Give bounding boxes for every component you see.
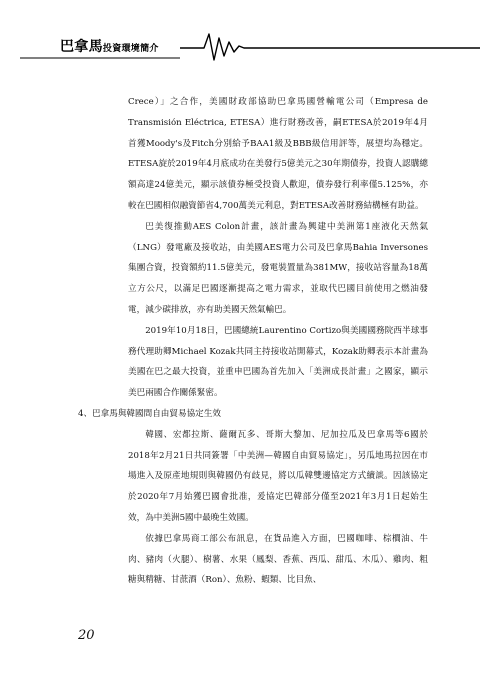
header-title-main: 巴拿馬: [60, 39, 103, 55]
paragraph: 2019年10月18日，巴國總統Laurentino Cortizo與美國國務院西半球事務代理助卿Michael Kozak共同主持接收站開幕式，Kozak助卿表示本計畫為美國在巴之最大投資，並重申巴國為首先加入「美洲成長計畫」之國家，顯示美巴兩國合作關係緊密。: [128, 325, 428, 399]
paragraph: 韓國、宏都拉斯、薩爾瓦多、哥斯大黎加、尼加拉瓜及巴拿馬等6國於2018年2月21日共同簽署「中美洲—韓國自由貿易協定」，另瓜地馬拉因在市場進入及原產地規則與韓國仍有歧見，將以瓜韓雙邊協定方式續談。因該協定於2020年7月始獲巴國會批准，爰協定巴韓部分僅至2021年3月1日起始生效，為中美洲5國中最晚生效國。: [128, 429, 428, 523]
page-header: [0, 0, 480, 62]
header-wave-line: [0, 0, 480, 62]
paragraph: 依據巴拿馬商工部公布訊息，在貨品進入方面，巴國咖啡、棕櫚油、牛肉、豬肉（火腿）、樹薯、水果（鳳梨、香蕉、西瓜、甜瓜、木瓜）、雞肉、粗糖與精糖、甘蔗酒（Ron）、魚粉、蝦類、比目魚、: [128, 533, 428, 586]
paragraph: Crece）」之合作，美國財政部協助巴拿馬國營輸電公司（Empresa de Transmisión Eléctrica, ETESA）進行財務改善，嗣ETESA於2019年4月首獲Moody's及Fitch分別給予BAA1級及BBB級信用評等，展望均為穩定。ETESA旋於2019年4月底成功在美發行5億美元之30年期債券，投資人認購總額高達24億美元，顯示該債券極受投資人歡迎，債券發行利率僅5.125%，亦較在巴國相似融資節省4,700萬美元利息，對ETESA改善財務結構極有助益。: [128, 97, 428, 211]
paragraph: 巴美復推動AES Colon計畫，該計畫為興建中美洲第1座液化天然氣（LNG）發電廠及接收站，由美國AES電力公司及巴拿馬Bahia Inversones集團合資，投資額約11.5億美元，發電裝置量為381MW，接收站容量為18萬立方公尺，以滿足巴國逐漸提高之電力需求，並取代巴國目前使用之燃油發電，減少碳排放，亦有助美國天然氣輸巴。: [128, 221, 428, 315]
section-heading: 4、巴拿馬與韓國間自由貿易協定生效: [78, 408, 221, 419]
body-text: [78, 92, 428, 591]
header-title-sub: 投資環境簡介: [102, 44, 159, 54]
page-number: 20: [78, 628, 95, 643]
